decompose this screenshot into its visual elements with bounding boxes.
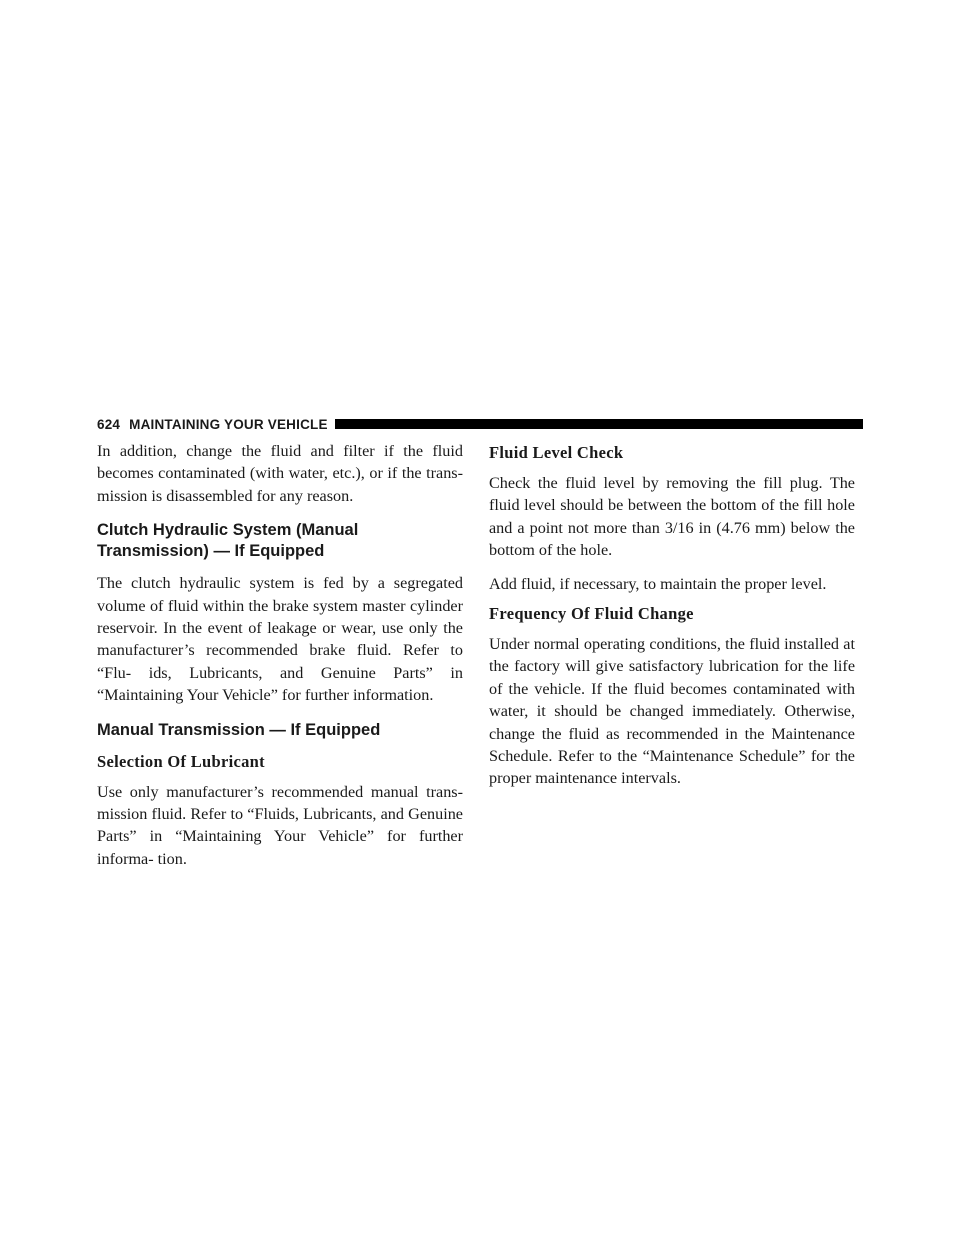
right-column [489,440,855,801]
frequency-subheading: Frequency Of Fluid Change [489,604,694,624]
lubricant-paragraph: Use only manufacturer’s recommended manual trans- mission fluid. Refer to “Fluids, Lubricants, and Genuine Parts” in “Maintaining Your Vehicle” for further informa- tion. [97,782,463,868]
page-header [97,416,863,432]
frequency-paragraph: Under normal operating conditions, the fluid installed at the factory will give satisfactory lubrication for the life of the vehicle. If the fluid becomes contaminated with water, it should be changed immediately. Otherwise, change the fluid as recommended in the Maintenance Schedule. Refer to the “Maintenance Schedule” for the proper maintenance intervals. [489,635,855,788]
lubricant-subheading: Selection Of Lubricant [97,751,265,771]
manual-transmission-heading: Manual Transmission — If Equipped [97,720,381,739]
clutch-heading: Clutch Hydraulic System (Manual Transmission) — If Equipped [97,521,359,561]
section-title: MAINTAINING YOUR VEHICLE [129,416,328,432]
fluid-level-subheading: Fluid Level Check [489,443,624,462]
header-rule [335,419,863,429]
fluid-level-paragraph: Check the fluid level by removing the fill plug. The fluid level should be between the bottom of the fill hole and a point not more than 3/16 in (4.76 mm) below the bottom of the hole. [489,474,855,560]
page-number: 624 [97,416,121,432]
left-column [97,440,463,881]
intro-paragraph: In addition, change the fluid and filter if the fluid becomes contaminated (with water, etc.), or if the trans- mission is disassembled for any reason. [97,442,463,505]
clutch-paragraph: The clutch hydraulic system is fed by a segregated volume of fluid within the brake system master cylinder reservoir. In the event of leakage or wear, use only the manufacturer’s recommended brake fluid. Refer to “Flu- ids, Lubricants, and Genuine Parts” in “Maintaining Your Vehicle” for further information. [97,574,463,705]
add-fluid-paragraph: Add fluid, if necessary, to maintain the proper level. [489,574,827,593]
